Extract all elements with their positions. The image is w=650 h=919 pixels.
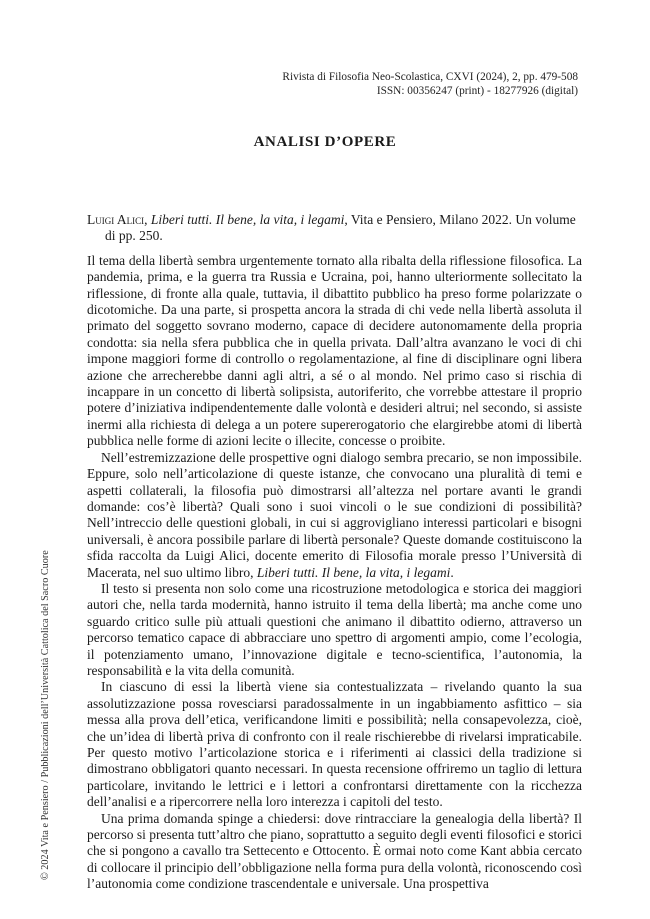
- review-body: [87, 212, 582, 893]
- journal-header: [282, 70, 578, 98]
- paragraph-2-book-title: Liberi tutti. Il bene, la vita, i legami: [256, 564, 451, 580]
- issn-line: ISSN: 00356247 (print) - 18277926 (digital): [376, 85, 578, 97]
- paragraph-2: [87, 450, 582, 581]
- bibliographic-entry: Luigi Alici, Liberi tutti. Il bene, la vita, i legami, Vita e Pensiero, Milano 2022. Un volume di pp. 250.: [87, 212, 576, 244]
- journal-citation: Rivista di Filosofia Neo-Scolastica, CXVI (2024), 2, pp. 479-508: [282, 71, 578, 83]
- paragraph-2-end: .: [450, 564, 454, 580]
- paragraph-3: Il testo si presenta non solo come una ricostruzione metodologica e storica dei maggiori autori che, nella tarda modernità, hanno istruito il tema della libertà; ma anche come uno sguardo critico sulle più attuali questioni che animano il dibattito odierno, attraverso un percorso tematico capace di abbracciare uno spettro di argomenti ampio, come l’ecologia, il potenziamento umano, l’innovazione digitale e tecno-scientifica, l’autonomia, la responsabilità e la vita della comunità.: [87, 580, 582, 678]
- book-publication: , Vita e Pensiero, Milano 2022. Un volume di pp. 250.: [105, 212, 576, 244]
- section-title: ANALISI D’OPERE: [253, 134, 397, 150]
- book-author: Luigi Alici: [87, 212, 145, 227]
- paragraph-1: Il tema della libertà sembra urgentemente tornato alla ribalta della riflessione filosofica. La pandemia, prima, e la guerra tra Russia e Ucraina, poi, hanno ulteriormente sollecitato la riflessione, di fronte alla quale, tuttavia, il dibattito pubblico ha preso forme polarizzate o dicotomiche. Da una parte, si prospetta ancora la strada di chi vede nella libertà assoluta il primato del soggetto sovrano moderno, capace di decidere autonomamente della propria condotta: sia nella sfera pubblica che in quella privata. Dall’altra avanzano le voci di chi impone maggiori forme di controllo o regolamentazione, al fine di disciplinare ogni libera azione che arrecherebbe danni agli altri, a sé o al mondo. Nel primo caso si rischia di incappare in un concetto di libertà solipsista, autoriferito, che vorrebbe attestare il proprio potere d’iniziativa indipendentemente dalle volontà e desideri altrui; nel secondo, si assiste inermi alla richiesta di delega a un potere supererogatorio che elargirebbe atomi di libertà pubblica nelle forme di azioni lecite o illecite, concesse o proibite.: [87, 252, 582, 449]
- paragraph-4: In ciascuno di essi la libertà viene sia contestualizzata – rivelando quanto la sua assolutizzazione possa rovesciarsi paradossalmente in un ingabbiamento asfittico – sia messa alla prova dell’etica, verificandone limiti e possibilità; nella consapevolezza, cioè, che un’idea di libertà priva di confronto con il reale rischierebbe di rivelarsi impraticabile. Per questo motivo l’articolazione storica e i riferimenti ai classici della tradizione si dimostrano obbligatori quanto necessari. In questa recensione offriremo un taglio di lettura particolare, invitando le lettrici e i lettori a confrontarsi direttamente con la ricchezza dell’analisi e a ripercorrere nella loro interezza i capitoli del testo.: [87, 679, 582, 810]
- paragraph-5: Una prima domanda spinge a chiedersi: dove rintracciare la genealogia della libertà? Il percorso si presenta tutt’altro che piano, soprattutto a seguito degli eventi filosofici e storici che si pongono a cavallo tra Settecento e Ottocento. È ormai noto come Kant abbia cercato di collocare il principio dell’obbligazione nella forma pura della volontà, riconoscendo così l’autonomia come condizione trascendentale e universale. Una prospettiva: [87, 810, 582, 892]
- paragraph-2-text: Nell’estremizzazione delle prospettive ogni dialogo sembra precario, se non impossibile. Eppure, solo nell’articolazione di queste istanze, che convocano una pluralità di temi e aspetti collaterali, la filosofia può dimostrarsi all’altezza nel portare avanti le grandi domande: cos’è libertà? Quali sono i suoi vincoli o le sue condizioni di possibilità? Nell’intreccio delle questioni globali, in cui si aggrovigliano interessi particolari e bisogni universali, è ancora possibile parlare di libertà personale? Queste domande costituiscono la sfida raccolta da Luigi Alici, docente emerito di Filosofia morale presso l’Università di Macerata, nel suo ultimo libro,: [87, 449, 582, 580]
- copyright-sidebar: © 2024 Vita e Pensiero / Pubblicazioni dell’Università Cattolica del Sacro Cuore: [40, 550, 51, 880]
- book-title: Liberi tutti. Il bene, la vita, i legami: [150, 212, 345, 227]
